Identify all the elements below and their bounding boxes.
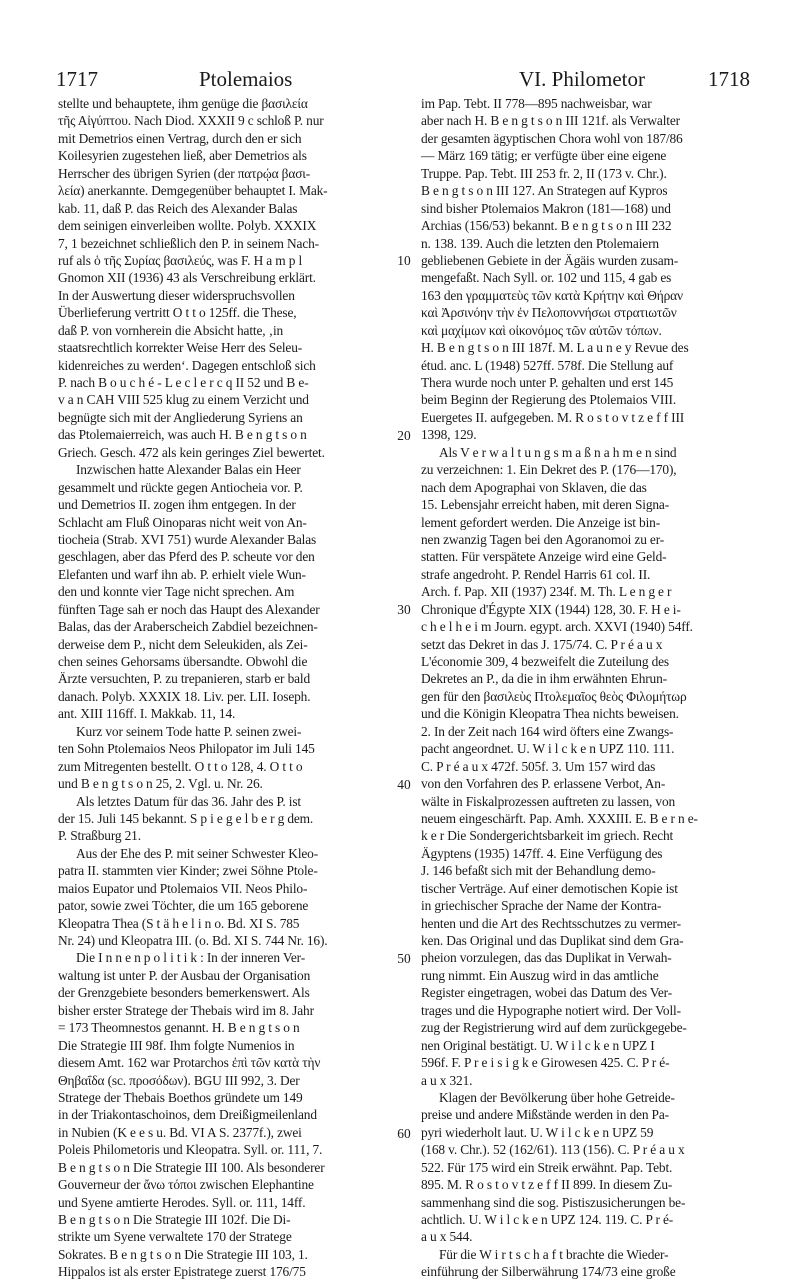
text-line: ken. Das Original und das Duplikat sind dem Gra-: [421, 933, 684, 948]
text-line: Gouverneur der ἄνω τόποι zwischen Elephantine: [58, 1177, 314, 1193]
text-line: 7, 1 bezeichnet schließlich den P. in seinem Nach-: [58, 235, 319, 251]
text-line: 522. Für 175 wird ein Streik erwähnt. Pap. Tebt.: [421, 1159, 673, 1175]
text-line: Griech. Gesch. 472 als kein geringes Ziel bewertet.: [58, 444, 325, 460]
text-line: waltung ist unter P. der Ausbau der Organisation: [58, 967, 311, 983]
text-line: Θηβαΐδα (sc. προσόδων). BGU III 992, 3. Der: [58, 1072, 300, 1088]
text-line: étud. anc. L (1948) 527ff. 578f. Die Stellung auf: [421, 357, 674, 373]
text-line: gen für den βασιλεὺς Πτολεμαῖος θεὸς Φιλομήτωρ: [421, 688, 687, 704]
text-line: und B e n g t s o n 25, 2. Vgl. u. Nr. 26.: [58, 776, 263, 792]
text-line: = 173 Theomnestos genannt. H. B e n g t s o n: [58, 1020, 300, 1036]
column-number-right: 1718: [708, 67, 750, 91]
text-line: sind bisher Ptolemaios Makron (181—168) und: [421, 200, 671, 216]
text-line: mengefaßt. Nach Syll. or. 102 und 115, 4 gab es: [421, 270, 672, 286]
text-line: Euergetes II. aufgegeben. M. R o s t o v t z e f f III: [421, 409, 685, 425]
text-line: 2. In der Zeit nach 164 wird öfters eine Zwangs-: [421, 723, 674, 739]
text-line: P. nach B o u c h é - L e c l e r c q II 52 und B e-: [58, 375, 309, 390]
text-line: Die I n n e n p o l i t i k : In der inneren Ver-: [76, 950, 306, 966]
text-line: a u x 544.: [421, 1229, 473, 1245]
text-line: neuem eingeschärft. Pap. Amh. XXXIII. E. B e r n e-: [421, 810, 698, 826]
text-line: beim Beginn der Regierung des Ptolemaios VIII.: [421, 392, 677, 408]
text-line: Überlieferung vertritt O t t o 125ff. die These,: [58, 305, 297, 321]
text-line: In der Auswertung dieser widerspruchsvollen: [58, 287, 295, 303]
text-line: Poleis Philometoris und Kleopatra. Syll. or. 111, 7.: [58, 1142, 323, 1158]
text-line: tiocheia (Strab. XVI 751) wurde Alexander Balas: [58, 531, 317, 547]
text-line: Kleopatra Thea (S t ä h e l i n o. Bd. XI S. 785: [58, 915, 300, 931]
text-line: Für die W i r t s c h a f t brachte die Wieder-: [439, 1246, 669, 1262]
line-number: 10: [397, 253, 411, 269]
text-line: pacht angeordnet. U. W i l c k e n UPZ 110. 111.: [421, 741, 675, 757]
text-line: zum Mitregenten bestellt. O t t o 128, 4. O t t o: [58, 758, 303, 774]
text-line: der 15. Juli 145 bekannt. S p i e g e l b e r g dem.: [58, 810, 314, 826]
text-line: Elefanten und warf ihn ab. P. erhielt viele Wun-: [58, 566, 306, 582]
text-line: Gnomon XII (1936) 43 als Verschreibung erklärt.: [58, 270, 316, 286]
text-line: begnügte sich mit der Angliederung Syriens an: [58, 409, 303, 425]
text-line: zu verzeichnen: 1. Ein Dekret des P. (176—170),: [421, 462, 677, 478]
running-title-left: Ptolemaios: [199, 67, 293, 91]
text-line: 163 den γραμματεὺς τῶν κατὰ Κρήτην καὶ Θήραν: [421, 287, 683, 303]
text-line: lement gefordert werden. Die Anzeige ist bin-: [421, 514, 661, 530]
text-line: Register eingetragen, wobei das Datum des Ver-: [421, 985, 673, 1001]
text-line: ant. XIII 116ff. I. Makkab. 11, 14.: [58, 706, 236, 722]
running-title-right: VI. Philometor: [519, 67, 645, 91]
text-line: Arch. f. Pap. XII (1937) 234f. M. Th. L e n g e r: [421, 584, 672, 600]
text-line: achtlich. U. W i l c k e n UPZ 124. 119. C. P r é-: [421, 1212, 674, 1227]
text-line: der gesamten ägyptischen Chora wohl von 187/86: [421, 130, 683, 146]
text-line: sammenhang sind die sog. Pistiszusicherungen be-: [421, 1194, 686, 1210]
text-line: λεία) anerkannte. Demgegenüber behauptet I. Mak-: [58, 183, 328, 199]
text-line: chen seines Gehorsams übersandte. Obwohl die: [58, 654, 308, 669]
text-line: 895. M. R o s t o v t z e f f II 899. In diesem Zu-: [421, 1177, 673, 1193]
text-line: c h e l h e i m Journ. egypt. arch. XXVI (1940) 54ff.: [421, 619, 693, 635]
text-line: von den Vorfahren des P. erlassene Verbot, An-: [421, 776, 666, 792]
text-line: Aus der Ehe des P. mit seiner Schwester Kleo-: [76, 845, 319, 861]
line-number: 20: [397, 427, 411, 443]
text-line: daß P. von vornherein die Absicht hatte, ‚in: [58, 322, 284, 338]
text-line: Nr. 24) und Kleopatra III. (o. Bd. XI S. 744 Nr. 16).: [58, 933, 328, 948]
text-line: H. B e n g t s o n III 187f. M. L a u n e y Revue des: [421, 340, 689, 356]
text-line: Als V e r w a l t u n g s m a ß n a h m e n sind: [439, 444, 677, 460]
text-line: Thera wurde noch unter P. gehalten und erst 145: [421, 375, 674, 390]
text-line: nen Original bestätigt. U. W i l c k e n UPZ I: [421, 1037, 655, 1053]
text-line: und Demetrios II. zogen ihm entgegen. In der: [58, 497, 296, 513]
text-line: und die Königin Kleopatra Thea nichts beweisen.: [421, 706, 679, 722]
text-line: und Syene amtierte Herodes. Syll. or. 111, 14ff.: [58, 1194, 306, 1210]
text-line: in griechischer Sprache der Name der Kontra-: [421, 898, 662, 914]
text-line: kidenreiches zu werden‘. Dagegen entschloß sich: [58, 357, 316, 373]
text-line: Klagen der Bevölkerung über hohe Getreide-: [439, 1089, 675, 1105]
text-line: Hippalos ist als erster Epistratege zuerst 176/75: [58, 1264, 306, 1280]
text-line: staatsrechtlich korrekter Weise Herr des Seleu-: [58, 340, 303, 356]
text-line: preise und andere Mißstände werden in den Pa-: [421, 1107, 669, 1123]
text-line: nach dem Apographai von Sklaven, die das: [421, 479, 647, 495]
text-line: καὶ μαχίμων καὶ οἰκονόμος τῶν αὐτῶν τόπων.: [421, 322, 662, 338]
text-line: L'économie 309, 4 bezweifelt die Zuteilung des: [421, 654, 669, 669]
text-line: J. 146 befaßt sich mit der Behandlung demo-: [421, 863, 656, 879]
line-number: 40: [397, 776, 411, 792]
text-line: kab. 11, daß P. das Reich des Alexander Balas: [58, 200, 298, 216]
text-line: Chronique d'Égypte XIX (1944) 128, 30. F. H e i-: [421, 601, 681, 617]
text-line: fünften Tage sah er noch das Haupt des Alexander: [58, 601, 320, 617]
text-line: Ägyptens (1935) 147ff. 4. Eine Verfügung des: [421, 845, 663, 861]
text-line: ten Sohn Ptolemaios Neos Philopator im Juli 145: [58, 741, 315, 757]
text-line: strafe angedroht. P. Rendel Harris 61 col. II.: [421, 566, 651, 582]
text-line: (168 v. Chr.). 52 (162/61). 113 (156). C. P r é a u x: [421, 1142, 685, 1158]
text-line: rung nimmt. Ein Auszug wird in das amtliche: [421, 967, 659, 983]
text-line: 1398, 129.: [421, 427, 477, 443]
text-line: Die Strategie III 98f. Ihm folgte Numenios in: [58, 1037, 295, 1053]
text-line: Stratege der Thebais Boethos gründete um 149: [58, 1089, 303, 1105]
line-number: 50: [397, 951, 411, 967]
text-line: pator, sowie zwei Töchter, die um 165 geborene: [58, 898, 309, 914]
text-line: a u x 321.: [421, 1072, 473, 1088]
text-line: Herrscher des übrigen Syrien (der πατρῴα βασι-: [58, 165, 311, 181]
text-line: gesammelt und rückte gegen Antiocheia vor. P.: [58, 479, 303, 495]
text-line: Ärzte versuchten, P. zu trepanieren, starb er bald: [58, 671, 311, 687]
text-line: strikte um Syene verwaltete 170 der Stratege: [58, 1229, 292, 1245]
text-line: P. Straßburg 21.: [58, 828, 141, 844]
text-column-right: [421, 95, 756, 1281]
text-line: im Pap. Tebt. II 778—895 nachweisbar, war: [421, 96, 652, 111]
text-line: tischer Verträge. Auf einer demotischen Kopie ist: [421, 880, 678, 896]
text-line: der Grenzgebiete besonders bemerkenswert. Als: [58, 985, 310, 1001]
text-line: Inzwischen hatte Alexander Balas ein Heer: [76, 462, 301, 478]
text-line: 596f. F. P r e i s i g k e Girowesen 425. C. P r é-: [421, 1055, 670, 1071]
text-line: wälte in Fiskalprozessen auftreten zu lassen, von: [421, 793, 676, 809]
text-line: trages und die Hypographe notiert wird. Der Voll-: [421, 1002, 681, 1018]
text-line: B e n g t s o n III 127. An Strategen auf Kypros: [421, 183, 668, 199]
text-line: danach. Polyb. XXXIX 18. Liv. per. LII. Ioseph.: [58, 688, 311, 704]
text-line: B e n g t s o n Die Strategie III 100. Als besonderer: [58, 1159, 325, 1175]
text-line: den und konnte vier Tage nicht sprechen. Am: [58, 584, 295, 600]
text-line: Balas, das der Araberscheich Zabdiel bezeichnen-: [58, 619, 318, 635]
text-line: dem seinigen einverleiben wollte. Polyb. XXXIX: [58, 218, 317, 234]
text-line: Archias (156/53) bekannt. B e n g t s o n III 232: [421, 218, 672, 234]
column-number-left: 1717: [56, 67, 98, 91]
text-line: Dekretes an P., da die in ihm erwähnten Ehrun-: [421, 671, 667, 687]
text-line: henten und die Art des Rechtsschutzes zu vermer-: [421, 915, 681, 931]
text-line: k e r Die Sondergerichtsbarkeit im griech. Recht: [421, 828, 674, 844]
text-line: Als letztes Datum für das 36. Jahr des P. ist: [76, 793, 301, 809]
text-line: geschlagen, aber das Pferd des P. scheute vor den: [58, 549, 315, 565]
text-line: Sokrates. B e n g t s o n Die Strategie III 103, 1.: [58, 1246, 308, 1262]
text-line: Kurz vor seinem Tode hatte P. seinen zwei-: [76, 723, 302, 739]
text-line: das Ptolemaierreich, was auch H. B e n g t s o n: [58, 427, 307, 443]
text-line: Schlacht am Fluß Oinoparas nicht weit von An-: [58, 514, 307, 530]
text-line: Truppe. Pap. Tebt. III 253 fr. 2, II (173 v. Chr.).: [421, 165, 667, 181]
text-line: gebliebenen Gebiete in der Ägäis wurden zusam-: [421, 252, 679, 268]
text-line: bisher erster Stratege der Thebais wird im 8. Jahr: [58, 1002, 314, 1018]
text-line: maios Eupator und Ptolemaios VII. Neos Philo-: [58, 880, 308, 896]
line-number: 60: [397, 1125, 411, 1141]
text-line: τῆς Αἰγύπτου. Nach Diod. XXXII 9 c schloß P. nur: [58, 113, 324, 129]
text-line: ruf als ὁ τῆς Συρίας βασιλεύς, was F. H a m p l: [58, 252, 303, 268]
text-line: v a n CAH VIII 525 klug zu einem Verzicht und: [58, 392, 309, 408]
text-line: in der Triakontaschoinos, dem Dreißigmeilenland: [58, 1107, 317, 1123]
text-line: pheion vorzulegen, das das Duplikat in Verwah-: [421, 950, 672, 966]
text-line: — März 169 tätig; er verfügte über eine eigene: [421, 148, 667, 164]
text-line: 15. Lebensjahr erreicht haben, mit deren Signa-: [421, 497, 670, 513]
text-line: patra II. stammten vier Kinder; zwei Söhne Ptole-: [58, 863, 318, 879]
text-line: stellte und behauptete, ihm genüge die βασιλεία: [58, 96, 308, 111]
text-line: aber nach H. B e n g t s o n III 121f. als Verwalter: [421, 113, 680, 129]
text-line: C. P r é a u x 472f. 505f. 3. Um 157 wird das: [421, 758, 656, 774]
text-line: statten. Für verspätete Anzeige wird eine Geld-: [421, 549, 667, 565]
text-line: Koilesyrien zugestehen ließ, aber Demetrios als: [58, 148, 307, 164]
text-line: derweise dem P., nicht dem Seleukiden, als Zei-: [58, 636, 308, 652]
line-number: 30: [397, 602, 411, 618]
text-line: einführung der Silberwährung 174/73 eine große: [421, 1264, 676, 1280]
text-line: B e n g t s o n Die Strategie III 102f. Die Di-: [58, 1212, 291, 1227]
text-line: zug der Registrierung wird auf dem zurückgegebe-: [421, 1020, 687, 1036]
text-line: pyri wiederholt laut. U. W i l c k e n UPZ 59: [421, 1124, 654, 1140]
text-line: in Nubien (K e e s u. Bd. VI A S. 2377f.), zwei: [58, 1124, 302, 1140]
text-line: καὶ Ἀρσινόην τὴν ἐν Πελοποννήσωι στρατιωτῶν: [421, 305, 677, 321]
text-column-left: [58, 95, 393, 1281]
text-line: mit Demetrios einen Vertrag, durch den er sich: [58, 130, 302, 146]
text-line: setzt das Dekret in das J. 175/74. C. P r é a u x: [421, 636, 663, 652]
text-line: n. 138. 139. Auch die letzten den Ptolemaiern: [421, 235, 659, 251]
text-line: nen zwanzig Tagen bei den Agoranomoi zu er-: [421, 531, 665, 547]
text-line: diesem Amt. 162 war Protarchos ἐπὶ τῶν κατὰ τὴν: [58, 1055, 321, 1071]
